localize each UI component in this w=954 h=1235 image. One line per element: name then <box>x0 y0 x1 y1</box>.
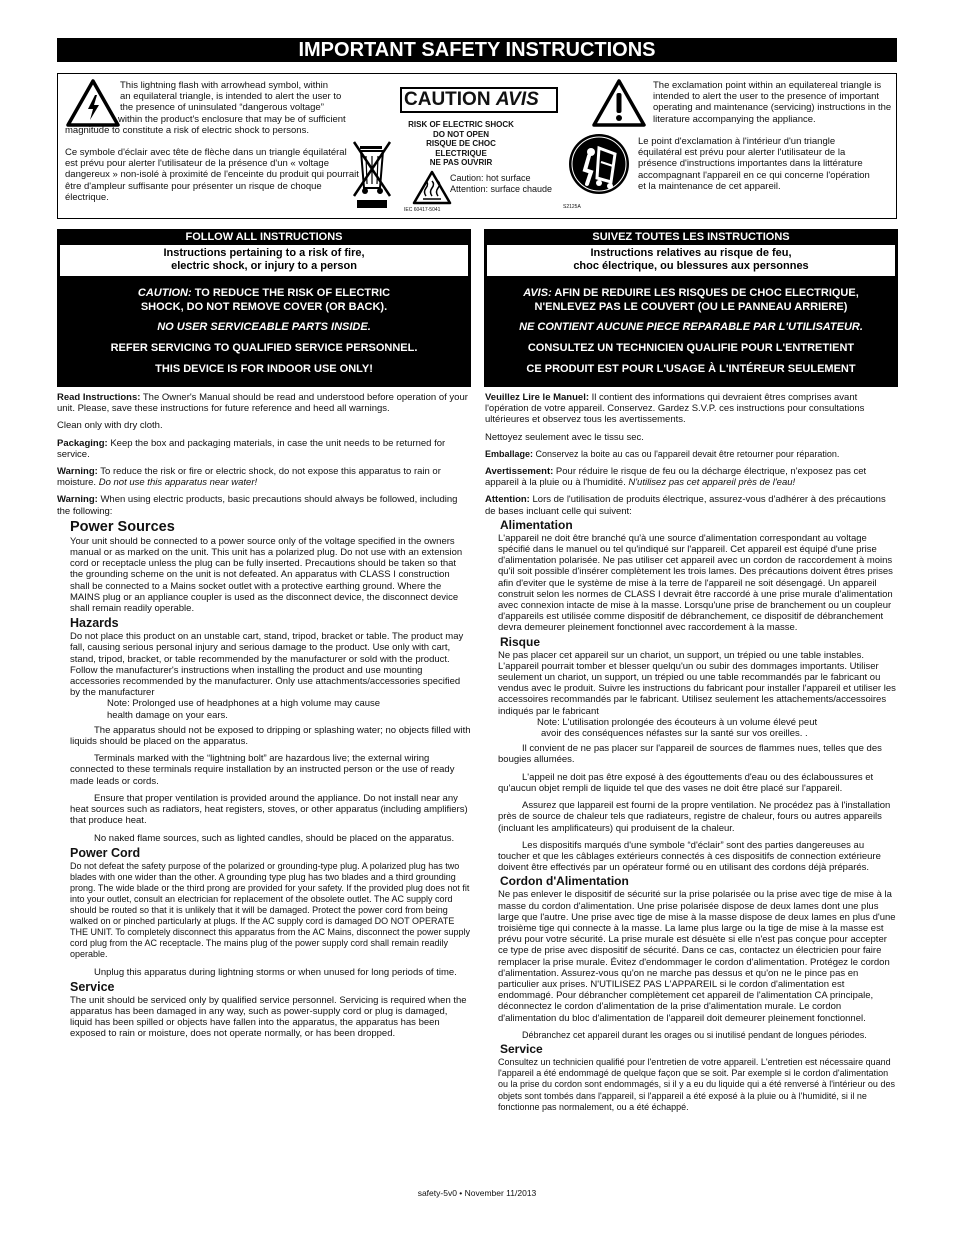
risk-subheader-line: Instructions relatives au risque de feu, <box>590 247 792 259</box>
warning-lead: Attention: <box>485 494 530 506</box>
s2125a-label: S2125A <box>563 204 581 210</box>
ventilation-text: Ensure that proper ventilation is provided around the appliance. Do not install near any heat sources such as radiators, heat registers, stoves, or other apparatus (including amplifiers) that produce heat. <box>70 792 468 827</box>
warning-2-en <box>57 494 471 516</box>
warning-italic: N'utilisez pas cet appareil près de l'eau! <box>628 477 796 489</box>
hazards-heading: Hazards <box>70 616 119 631</box>
no-user-parts-en: NO USER SERVICEABLE PARTS INSIDE. <box>157 321 371 333</box>
read-lead: Read Instructions: <box>57 392 141 403</box>
packaging-fr <box>485 449 898 460</box>
risque-heading: Risque <box>500 634 541 649</box>
symbol-box <box>57 73 897 219</box>
avis-label: AVIS <box>495 89 539 110</box>
iec-label: IEC 60417-5041 <box>404 207 441 213</box>
lightning-en-line: This lightning flash with arrowhead symbol, within <box>120 80 329 91</box>
note-line: health damage on your ears. <box>107 709 228 721</box>
exclamation-triangle-icon <box>592 79 646 127</box>
caution-statement-en <box>57 276 471 314</box>
footer-version: safety-5v0 • November 11/2013 <box>417 1188 537 1198</box>
risk-line: NE PAS OUVRIR <box>429 158 493 167</box>
hot-surface-line: Caution: hot surface <box>450 173 531 183</box>
flames-text: Il convient de ne pas placer sur l'appareil de sources de flammes nues, telles que des bougies allumées. <box>498 743 882 766</box>
english-column <box>57 392 471 1046</box>
risk-line: RISQUE DE CHOC ELECTRIQUE <box>426 139 496 158</box>
risk-subheader-line: Instructions pertaining to a risk of fire, <box>163 247 365 259</box>
caution-statement-fr <box>484 276 898 314</box>
risk-subheader-line: electric shock, or injury to a person <box>171 260 357 272</box>
unplug-text: Unplug this apparatus during lightning storms or when unused for long periods of time. <box>94 966 457 978</box>
packaging-en <box>57 438 471 460</box>
power-sources-text: Your unit should be connected to a power source only of the voltage specified in the owners manual or as marked on the unit. This unit has a polarized plug. Do not use with an extension cord or receptacle unless the plug can be fully inserted. Precautions should be taken so that the grounding scheme on the unit is not defeated. An apparatus with CLASS I construction shall be connected to a Mains socket outlet with a protective earthing ground. Where the MAINS plug or an appliance coupler is used as the disconnect device, the disconnect device shall remain readily operable. <box>70 535 463 615</box>
warning-lead: Warning: <box>57 466 98 478</box>
weee-bin-icon <box>351 136 393 210</box>
packaging-text: Conservez la boite au cas ou l'appareil devait être retourner pour réparation. <box>533 448 840 459</box>
exclamation-en-text: The exclamation point within an equilatereal triangle is intended to alert the user to the presence of important operating and maintenance (servicing) instructions in the literature accompanying the appliance. <box>653 80 892 125</box>
note-line: Note: Prolonged use of headphones at a high volume may cause <box>107 698 381 710</box>
risk-subheader-en <box>60 245 468 276</box>
clean-en: Clean only with dry cloth. <box>57 420 163 432</box>
warning-italic: Do not use this apparatus near water! <box>98 477 258 489</box>
hot-surface-icon <box>412 170 452 206</box>
caution-label: CAUTION <box>404 89 491 110</box>
lightning-en-text <box>120 80 370 125</box>
packaging-text: Keep the box and packaging materials, in case the unit needs to be returned for service. <box>57 437 446 460</box>
hot-surface-text <box>450 173 552 195</box>
risk-of-shock-text <box>402 120 520 168</box>
caution-line: AFIN DE REDUIRE LES RISQUES DE CHOC ELECTRIQUE, <box>551 287 859 299</box>
warning-text: To reduce the risk or fire or electric shock, do not expose this apparatus to rain or moisture. <box>57 466 441 489</box>
drip-text: L'appeil ne doit pas être exposé à des égouttements d'eau ou des éclaboussures et qu'aucun objet rempli de liquide tel que des vases ne doit être placé sur l'appareil. <box>498 771 874 794</box>
note-line: avoir des conséquences néfastes sur la santé sur vos oreilles. . <box>541 728 808 740</box>
caution-line: N'ENLEVEZ PAS LE COUVERT (OU LE PANNEAU ARRIERE) <box>534 301 848 313</box>
headphones-note-fr <box>485 717 898 739</box>
refer-servicing-fr: CONSULTEZ UN TECHNICIEN QUALIFIE POUR L'ENTRETIENT <box>527 342 855 354</box>
read-text: The Owner's Manual should be read and understood before operation of your unit. Please, save these instructions for future reference and heed all warnings. <box>57 392 468 415</box>
lightning-en-line: magnitude to constitute a risk of electric shock to persons. <box>65 125 309 136</box>
warning-text: Pour réduire le risque de feu ou la décharge électrique, n'exposez pas cet appareil à la pluie ou à l'humidité. <box>485 466 867 489</box>
debranchez-text: Débranchez cet appareil durant les orages ou si inutilisé pendant de longues périodes. <box>522 1029 867 1040</box>
packaging-lead: Emballage: <box>485 448 534 459</box>
headphones-note-en <box>57 698 471 720</box>
warning-lead: Avertissement: <box>485 466 554 478</box>
indoor-use-en: THIS DEVICE IS FOR INDOOR USE ONLY! <box>155 363 373 375</box>
indoor-use-fr: CE PRODUIT EST POUR L'USAGE À L'INTÉREUR SEULEMENT <box>526 363 856 375</box>
warning-2-fr <box>485 494 898 516</box>
note-line: Note: L'utilisation prolongée des écouteurs à un volume élevé peut <box>537 716 818 728</box>
service-heading-fr: Service <box>500 1041 543 1056</box>
warning-text: When using electric products, basic precautions should always be followed, including the following: <box>57 494 458 517</box>
instructions-panel-fr <box>484 229 898 387</box>
hot-surface-line: Attention: surface chaude <box>450 184 553 194</box>
warning-text: Lors de l'utilisation de produits électrique, assurez-vous d'adhérer à des précautions de bases incluant celle qui suivent: <box>485 494 886 517</box>
clean-fr: Nettoyez seulement avec le tissu sec. <box>485 431 644 443</box>
lightning-triangle-icon <box>66 79 120 127</box>
risk-subheader-fr <box>487 245 895 276</box>
caution-lead: CAUTION: <box>137 287 192 299</box>
lightning-fr-text: Ce symbole d'éclair avec tête de flèche dans un triangle équilatéral est prévu pour alerter l'utilisateur de la présence d'un « voltage dangereux » non-isolé à proximité de l'enceinte du produit qui pourrait être d'ampleur suffisante pour présenter un risque de choque électrique. <box>65 147 359 203</box>
caution-lead: AVIS: <box>523 287 552 299</box>
dripping-text: The apparatus should not be exposed to dripping or splashing water; no objects filled with liquids should be placed on the apparatus. <box>70 724 471 748</box>
flame-text: No naked flame sources, such as lighted candles, should be placed on the apparatus. <box>94 832 455 844</box>
alimentation-text: L'appareil ne doit être branché qu'à une source d'alimentation correspondant au voltage spécifié dans le manuel ou tel qu'indiqué sur l'appareil. Cet appareil est équipé d'une prise d'alimentation polarisée. Ne pas utiliser cet appareil avec un cordon de raccordement à moins qu'il soit possible d'insérer complètement les trois lames. Des précautions doivent êtres prises afin d'eviter que le système de mise à la terre de l'appareil ne soit désengagé. Un appareil construit selon les normes de CLASS I devrait être raccordé à une prise murale d'alimentation avec connexion intacte de mise à la masse. Lorsqu'une prise de branchement ou un coupleur d'appareils est utilisée comme dispositif de débranchement, ce dispositif de débranchement devra demeurer pleinement fonctionnel avec raccordement à la masse. <box>498 532 893 634</box>
service-heading-en: Service <box>70 979 115 994</box>
cordon-heading: Cordon d'Alimentation <box>500 874 629 889</box>
read-instructions-en <box>57 392 471 414</box>
lightning-en-line: within the product's enclosure that may be of sufficient <box>118 113 346 125</box>
power-sources-heading: Power Sources <box>70 518 175 535</box>
read-lead: Veuillez Lire le Manuel: <box>485 392 590 403</box>
caution-avis-label <box>400 87 558 113</box>
warning-1-fr <box>485 466 898 488</box>
packaging-lead: Packaging: <box>57 437 108 449</box>
warning-lead: Warning: <box>57 494 98 506</box>
power-cord-heading: Power Cord <box>70 845 141 860</box>
read-instructions-fr <box>485 392 898 426</box>
lightning-en-line: the presence of uninsulated “dangerous voltage” <box>120 102 324 114</box>
suivez-toutes-instructions: SUIVEZ TOUTES LES INSTRUCTIONS <box>592 231 790 243</box>
terminals-text: Terminals marked with the “lightning bolt” are hazardous live; the external wiring connected to these terminals require installation by an instructed person or the use of ready made leads or cords. <box>70 753 455 787</box>
french-column <box>485 392 898 1119</box>
vent-text: Assurez que lappareil est fourni de la propre ventilation. Ne procédez pas à l'installation près de source de chaleur tels que radiateurs, registre de chaleur, fours ou autres appareils (incluant les amplificateurs) qui produisent de la chaleur. <box>498 800 891 834</box>
lightning-en-line: an equilateral triangle, is intended to alert the user to <box>120 91 342 103</box>
risk-line: RISK OF ELECTRIC SHOCK <box>408 120 514 129</box>
eclair-text: Les dispositifs marqués d'une symbole “d'éclair” sont des parties dangereuses au toucher et que les câblages extérieurs connectés à ces dispositifs de connection extérieure doivent être effectivés par un opérateur formé ou en utilisant des cordons déjà préparés. <box>498 839 881 874</box>
alimentation-heading: Alimentation <box>500 517 573 532</box>
refer-servicing-en: REFER SERVICING TO QUALIFIED SERVICE PERSONNEL. <box>110 342 418 354</box>
cart-tip-over-icon <box>567 132 631 196</box>
power-cord-text: Do not defeat the safety purpose of the polarized or grounding-type plug. A polarized plug has two blades with one wider than the other. A grounding type plug has two blades and a third grounding prong. The wide blade or the third prong are provided for your safety. If the provided plug does not fit into your outlet, consult an electrician for replacement of the obsolete outlet. The AC supply cord should be routed so that it is unlikely that it will be damaged. Protect the power cord from being walked on or pinched particularly at plugs. If the AC supply cord is damaged DO NOT OPERATE THE UNIT. To completely disconnect this apparatus from the AC Mains, disconnect the power supply cord plug from the AC receptacle. The mains plug of the power supply cord shall remain readily operable. <box>70 860 471 960</box>
warning-1-en <box>57 466 471 488</box>
caution-line: TO REDUCE THE RISK OF ELECTRIC <box>191 287 391 299</box>
cordon-text: Ne pas enlever le dispositif de sécurité sur la prise polarisée ou la prise avec tige de mise à la masse du cordon d'alimentation. Une prise polarisée dispose de deux lames dont une plus large que l'autre. Une prise avec tige de mise à la masse dispose de deux lames en plus d'une troisième tige qui connecte à la masse. La lame plus large ou la tige de mise à la masse est prévu pour votre sécurité. La prise murale est désuète si elle n'est pas conçue pour accepter ce type de prise avec dispositif de sécurité. Dans ce cas, contactez un électricien pour faire remplacer la prise murale. Évitez d'endommager le cordon d'alimentation. Protégez le cordon d'alimentation. Assurez-vous qu'on ne marche pas dessus et qu'on ne le pince pas en particulier aux prises. N'UTILISEZ PAS L'APPAREIL si le cordon d'alimentation est endommagé. Pour débrancher complètement cet appareil de l'alimentation CA principale, déconnectez le cordon d'alimentation de la prise d'alimentation murale. Le cordon d'alimentation du bloc d'alimentation de l'appareil doit demeurer pleinement fonctionnel. <box>498 889 896 1024</box>
instructions-panel-en <box>57 229 471 387</box>
service-text-en: The unit should be serviced only by qualified service personnel. Servicing is required when the apparatus has been damaged in any way, such as power-supply cord or plug is damaged, liquid has been spilled or objects have fallen into the apparatus, the apparatus has been exposed to rain or moisture, does not operate normally, or has been dropped. <box>70 994 467 1040</box>
caution-line: SHOCK, DO NOT REMOVE COVER (OR BACK). <box>140 301 388 313</box>
risk-line: DO NOT OPEN <box>432 129 489 139</box>
risk-subheader-line: choc électrique, ou blessures aux personnes <box>573 260 809 272</box>
service-text-fr: Consultez un technicien qualifié pour l'entretien de votre appareil. L'entretien est nécessaire quand l'appareil a été endommagé de quelque façon que se soit. Par exemple si le cordon d'alimentation ou la prise du cordon sont endommagés, si il y a eu du liquide qui a été renversé à l'intérieur ou des objets sont tombés dans l'appareil, si l'appareil a été exposé à la pluie ou à l'humidité, si il ne fonctionne pas normalement, ou a été échappé. <box>498 1056 895 1112</box>
read-text: Il contient des informations qui devraient êtres comprises avant l'opération de votre appareil. Conservez. Gardez S.V.P. ces instructions pour consultations ultérieures et observez tous les avertissements. <box>485 392 865 426</box>
page-title: IMPORTANT SAFETY INSTRUCTIONS <box>57 38 897 62</box>
risque-text: Ne pas placer cet appareil sur un chariot, un support, un trépied ou une table instables. L'appareil pourrait tomber et blesser quelqu'un ou subir des dommages importants. Utiliser seulement un chariot, un support, un trépied ou une table recommandés par le fabricant ou vendus avec le produit. Suivre les instructions du fabricant pour installer l'appareil et utiliser les accessoires recommandés par le fabricant. Utilisez seulement les attachements/accessoires indiqués par le fabricant <box>498 649 896 717</box>
no-user-parts-fr: NE CONTIENT AUCUNE PIECE REPARABLE PAR L'UTILISATEUR. <box>519 321 863 333</box>
follow-all-instructions: FOLLOW ALL INSTRUCTIONS <box>185 231 343 243</box>
exclamation-fr-text: Le point d'exclamation à l'intérieur d'un triangle équilatéral est prévu pour alerter l'utilisateur de la présence d'instructions importantes dans la littérature accompagnant l'appareil en ce qui concerne l'opération et la maintenance de cet appareil. <box>638 136 870 192</box>
hazards-text: Do not place this product on an unstable cart, stand, tripod, bracket or table. The product may fall, causing serious personal injury and serious damage to the product. Use only with cart, stand, tripod, bracket, or table recommended by the manufacturer or sold with the product. Follow the manufacturer's instructions when installing the product and use mounting accessories recommended by the manufacturer. Only use attachments/accessories specified by the manufacturer <box>70 631 464 699</box>
